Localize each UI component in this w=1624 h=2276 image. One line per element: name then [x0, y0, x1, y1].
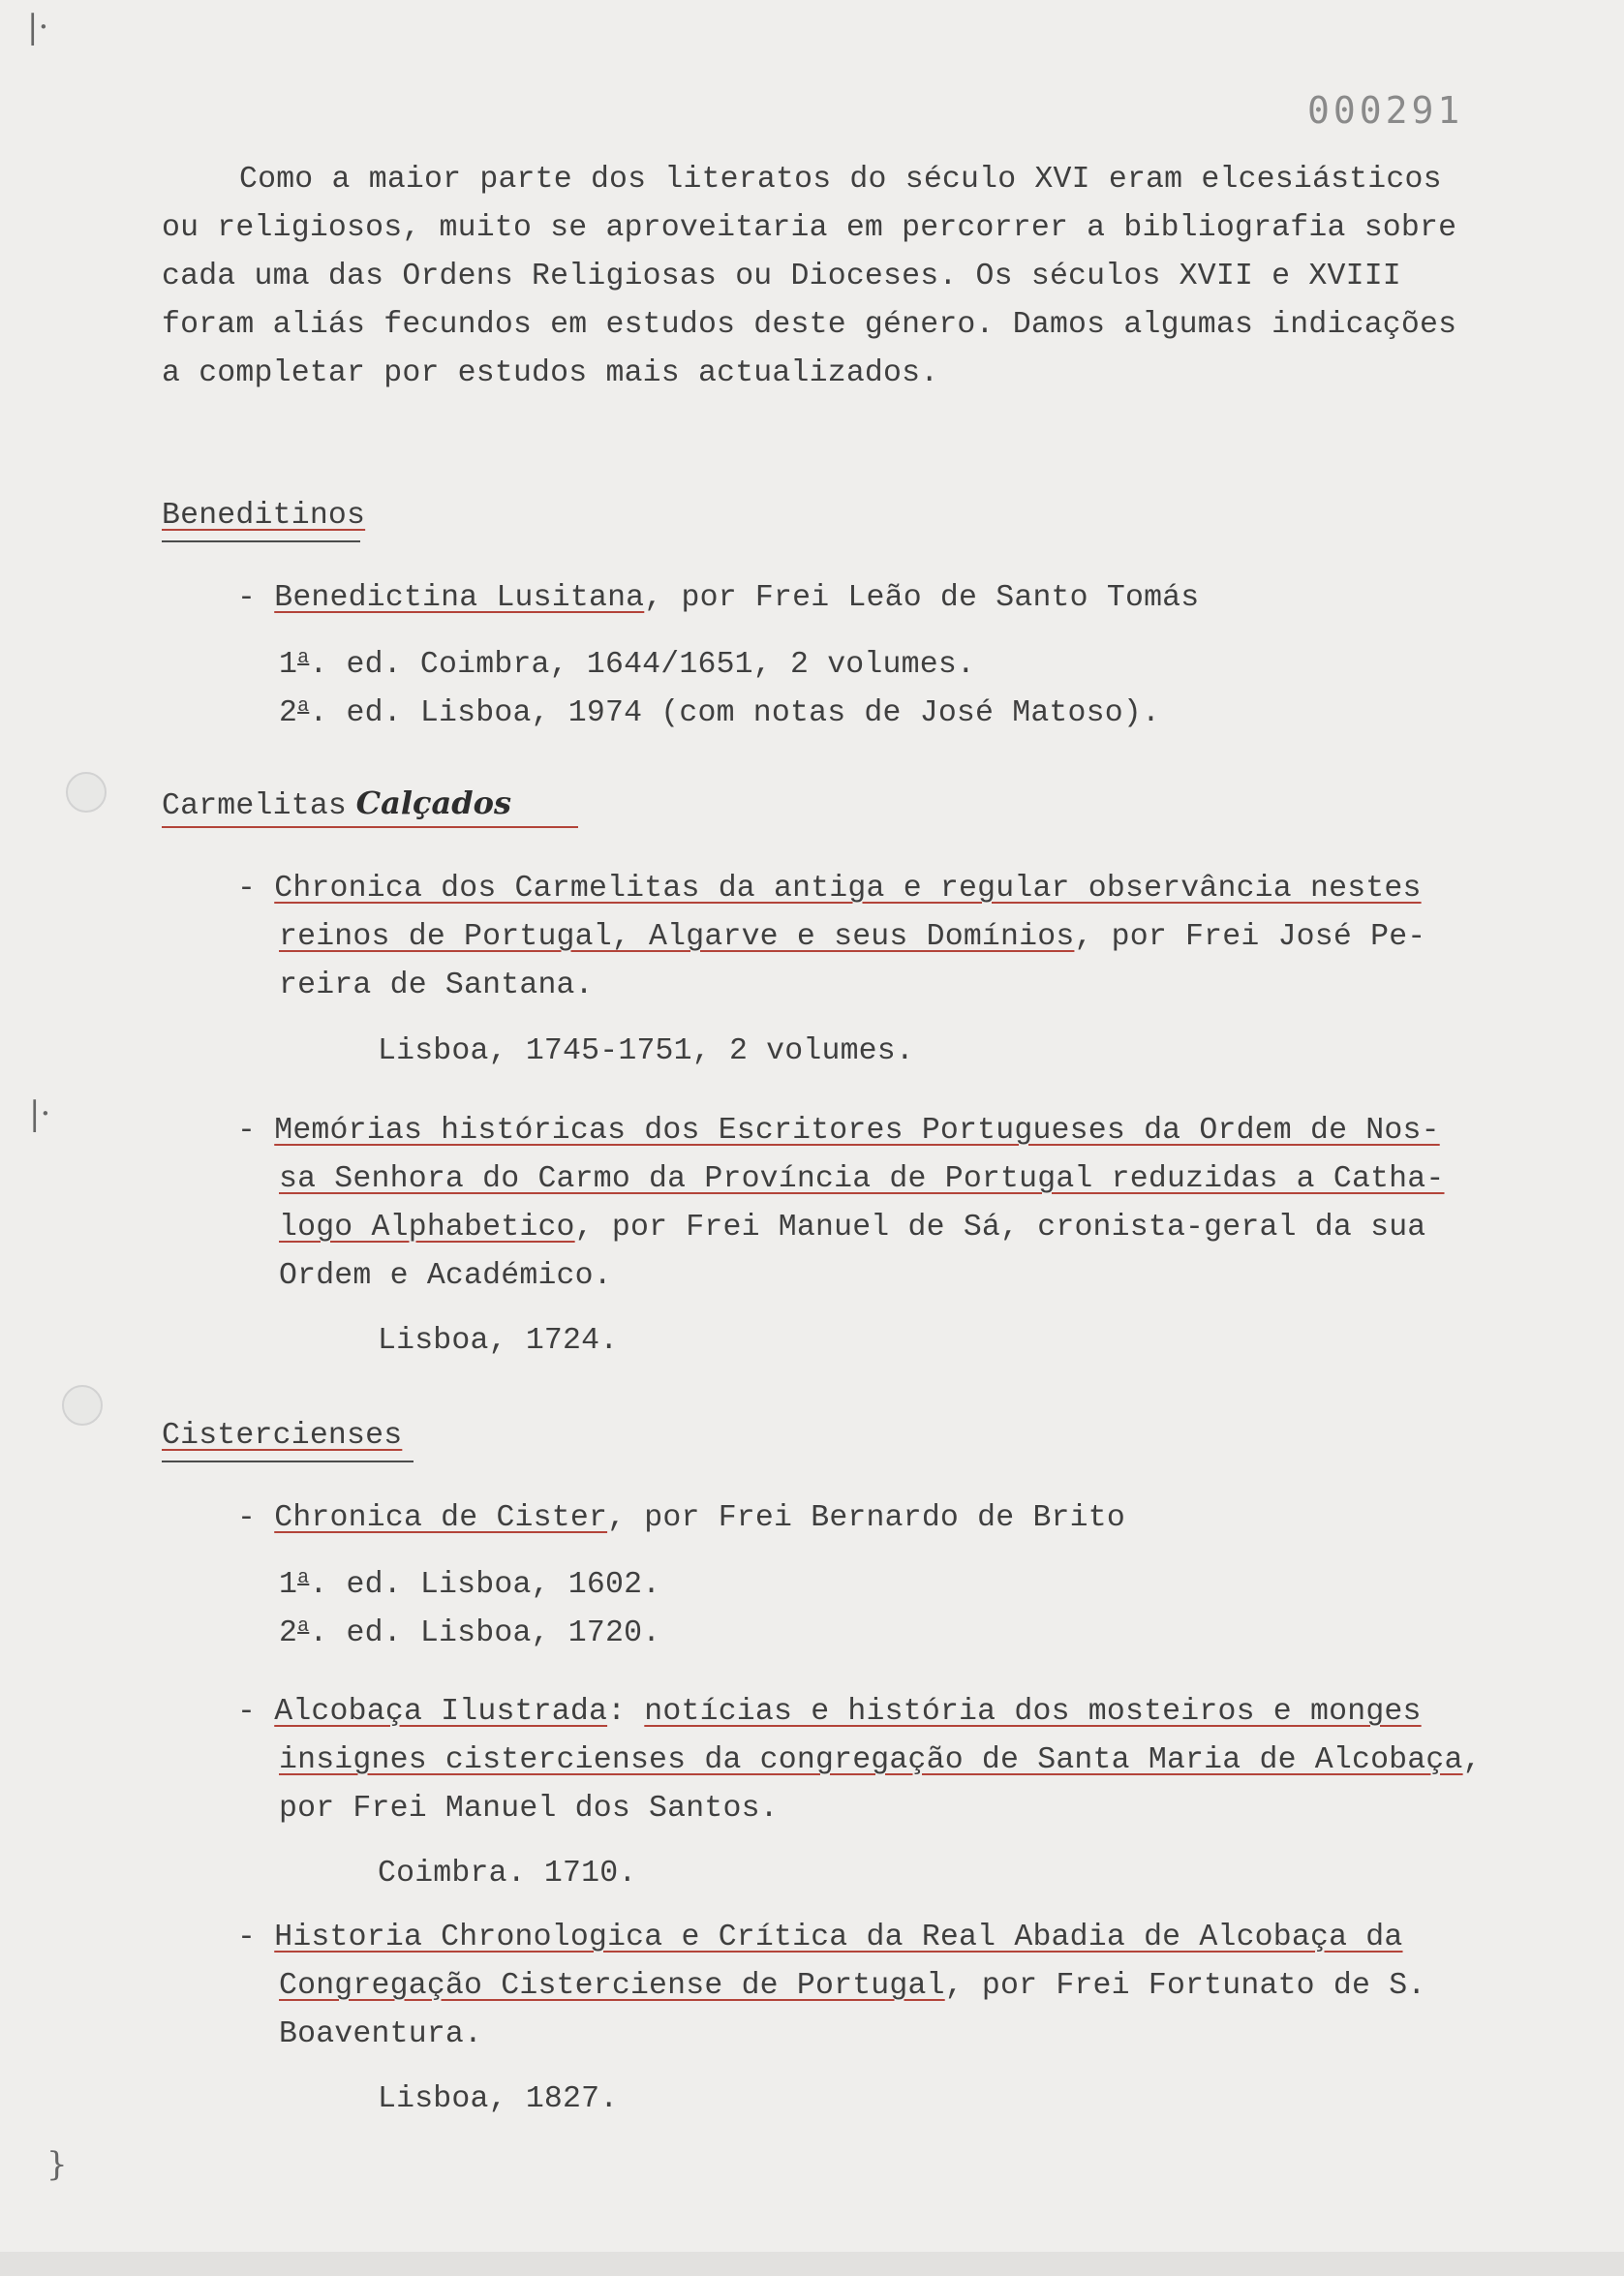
- edition-line-1: 1$^a$. ed. Lisboa, 1602.: [279, 1567, 661, 1602]
- heading-double-underline: [162, 540, 360, 542]
- edition-line-2: 2$^a$. ed. Lisboa, 1974 (com notas de José Matoso).: [279, 695, 1161, 730]
- entry-memorias-line-3: logo Alphabetico, por Frei Manuel de Sá, cronista-geral da sua: [279, 1211, 1426, 1245]
- entry-historia-chronologica-line-3: Boaventura.: [279, 2017, 483, 2051]
- punch-hole-lower: [62, 1385, 103, 1426]
- entry-chronica-carmelitas-line-2: reinos de Portugal, Algarve e seus Domínios, por Frei José Pe-: [279, 920, 1426, 954]
- publication-line: Lisboa, 1745-1751, 2 volumes.: [378, 1034, 914, 1068]
- section-heading-beneditinos: Beneditinos: [162, 499, 366, 533]
- heading-red-underline: [162, 826, 578, 828]
- section-heading-cistercienses: Cistercienses: [162, 1419, 403, 1453]
- work-author: , por Frei Leão de Santo Tomás: [644, 581, 1200, 615]
- handwritten-annotation: Calçados: [355, 784, 511, 821]
- work-title: Chronica de Cister: [274, 1501, 608, 1535]
- entry-alcobaca-ilustrada-line-2: insignes cistercienses da congregação de Santa Maria de Alcobaça,: [279, 1743, 1482, 1777]
- intro-line-4: foram aliás fecundos em estudos deste género. Damos algumas indicações: [162, 308, 1457, 342]
- scan-bottom-edge: [0, 2252, 1624, 2276]
- work-title: Alcobaça Ilustrada: [274, 1695, 608, 1729]
- entry-alcobaca-ilustrada-line-3: por Frei Manuel dos Santos.: [279, 1792, 779, 1826]
- heading-double-underline: [162, 1461, 414, 1462]
- entry-alcobaca-ilustrada-line-1: - Alcobaça Ilustrada: notícias e história dos mosteiros e monges: [237, 1695, 1422, 1729]
- entry-benedictina: [237, 581, 1199, 615]
- publication-line: Lisboa, 1724.: [378, 1324, 619, 1358]
- punch-hole-upper: [66, 772, 107, 813]
- entry-memorias-line-4: Ordem e Académico.: [279, 1259, 612, 1293]
- margin-mark-bottom: }: [46, 2145, 68, 2184]
- publication-line: Lisboa, 1827.: [378, 2082, 619, 2116]
- section-heading-carmelitas-row: [162, 784, 511, 823]
- archive-stamp-number: 000291: [1307, 89, 1464, 132]
- work-title: Benedictina Lusitana: [274, 581, 645, 615]
- intro-line-3: cada uma das Ordens Religiosas ou Dioceses. Os séculos XVII e XVIII: [162, 260, 1401, 293]
- entry-chronica-carmelitas-line-1: - Chronica dos Carmelitas da antiga e regular observância nestes: [237, 872, 1422, 906]
- work-title: Historia Chronologica e Crítica da Real Abadia de Alcobaça da: [274, 1921, 1403, 1954]
- entry-dash: -: [237, 581, 257, 615]
- intro-line-2: ou religiosos, muito se aproveitaria em percorrer a bibliografia sobre: [162, 211, 1457, 245]
- intro-line-1: Como a maior parte dos literatos do século XVI eram elcesiásticos: [239, 163, 1442, 197]
- intro-line-5: a completar por estudos mais actualizados.: [162, 356, 939, 390]
- entry-memorias-line-2: sa Senhora do Carmo da Província de Portugal reduzidas a Catha-: [279, 1162, 1445, 1196]
- publication-line: Coimbra. 1710.: [378, 1857, 637, 1891]
- work-title: Memórias históricas dos Escritores Portugueses da Ordem de Nos-: [274, 1114, 1440, 1148]
- entry-historia-chronologica-line-1: - Historia Chronologica e Crítica da Real Abadia de Alcobaça da: [237, 1921, 1403, 1954]
- edition-line-2: 2$^a$. ed. Lisboa, 1720.: [279, 1615, 661, 1650]
- entry-memorias-line-1: - Memórias históricas dos Escritores Portugueses da Ordem de Nos-: [237, 1114, 1440, 1148]
- section-heading-carmelitas: Carmelitas: [162, 789, 348, 823]
- edition-line-1: 1$^a$. ed. Coimbra, 1644/1651, 2 volumes.: [279, 647, 976, 682]
- margin-mark-top: |·: [27, 8, 49, 46]
- work-title: Chronica dos Carmelitas da antiga e regular observância nestes: [274, 872, 1422, 906]
- entry-chronica-cister: - Chronica de Cister, por Frei Bernardo de Brito: [237, 1501, 1125, 1535]
- entry-historia-chronologica-line-2: Congregação Cisterciense de Portugal, por Frei Fortunato de S.: [279, 1969, 1426, 2003]
- entry-chronica-carmelitas-line-3: reira de Santana.: [279, 969, 594, 1002]
- margin-mark-middle: |·: [29, 1094, 51, 1133]
